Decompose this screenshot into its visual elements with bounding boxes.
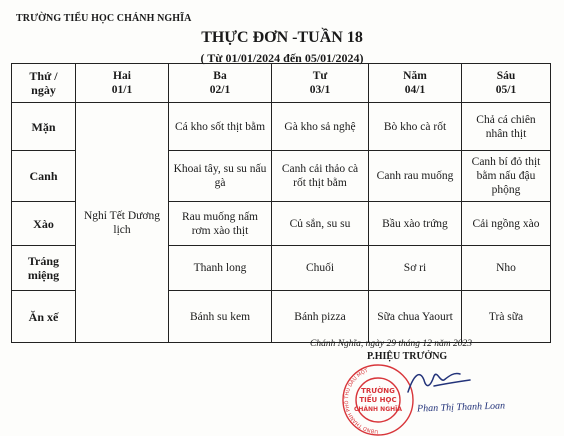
menu-cell: Củ sắn, su su: [272, 202, 369, 246]
menu-cell: Thanh long: [169, 246, 272, 291]
menu-cell: Rau muống nấm rơm xào thịt: [169, 202, 272, 246]
menu-cell: Khoai tây, su su nấu gà: [169, 151, 272, 202]
signing-date: Chánh Nghĩa, ngày 29 tháng 12 năm 2023: [310, 339, 473, 349]
day-header-fri: Sáu 05/1: [462, 64, 551, 103]
row-label-xao: Xào: [12, 202, 76, 246]
menu-cell: Canh bí đỏ thịt bằm nấu đậu phộng: [462, 151, 551, 202]
menu-cell: Trà sữa: [462, 291, 551, 343]
menu-cell: Bánh su kem: [169, 291, 272, 343]
signer-role: P.HIỆU TRƯỞNG: [367, 351, 448, 362]
menu-cell: Cải ngồng xào: [462, 202, 551, 246]
day-header-wed: Tư 03/1: [272, 64, 369, 103]
day-header-mon: Hai 01/1: [76, 64, 169, 103]
menu-cell: Chả cá chiên nhân thịt: [462, 103, 551, 151]
menu-cell: Bánh pizza: [272, 291, 369, 343]
handwritten-signature: [404, 362, 474, 402]
svg-text:UBND THÀNH PHỐ THỦ DẦU MỘT: UBND THÀNH PHỐ THỦ DẦU MỘT: [344, 367, 379, 435]
header-row: [12, 64, 551, 103]
menu-cell: Nho: [462, 246, 551, 291]
table-row: [12, 103, 551, 151]
row-label-an-xe: Ăn xế: [12, 291, 76, 343]
svg-text:TRƯỜNG: TRƯỜNG: [361, 387, 395, 395]
signer-name: Phan Thị Thanh Loan: [416, 400, 506, 415]
menu-cell: Cá kho sốt thịt bằm: [169, 103, 272, 151]
menu-cell: Gà kho sả nghệ: [272, 103, 369, 151]
menu-cell: Canh cải thảo cà rốt thịt bằm: [272, 151, 369, 202]
menu-cell: Chuối: [272, 246, 369, 291]
menu-cell: Canh rau muống: [369, 151, 462, 202]
menu-cell: Sơ ri: [369, 246, 462, 291]
corner-header: Thứ / ngày: [12, 64, 76, 103]
menu-table: [11, 63, 551, 343]
page-title: THỰC ĐƠN -TUẦN 18: [201, 29, 363, 46]
day-header-thu: Năm 04/1: [369, 64, 462, 103]
row-label-canh: Canh: [12, 151, 76, 202]
row-label-trang-mieng: Tráng miệng: [12, 246, 76, 291]
menu-cell: Bầu xào trứng: [369, 202, 462, 246]
school-name: TRƯỜNG TIỂU HỌC CHÁNH NGHĨA: [16, 13, 192, 24]
menu-cell: Sữa chua Yaourt: [369, 291, 462, 343]
holiday-cell: Nghỉ Tết Dương lịch: [76, 103, 169, 343]
page-subtitle: ( Từ 01/01/2024 đến 05/01/2024): [200, 51, 364, 65]
row-label-man: Mặn: [12, 103, 76, 151]
day-header-tue: Ba 02/1: [169, 64, 272, 103]
svg-text:CHÁNH NGHĨA: CHÁNH NGHĨA: [353, 406, 403, 413]
svg-text:TIỂU HỌC: TIỂU HỌC: [359, 396, 397, 404]
menu-cell: Bò kho cà rốt: [369, 103, 462, 151]
